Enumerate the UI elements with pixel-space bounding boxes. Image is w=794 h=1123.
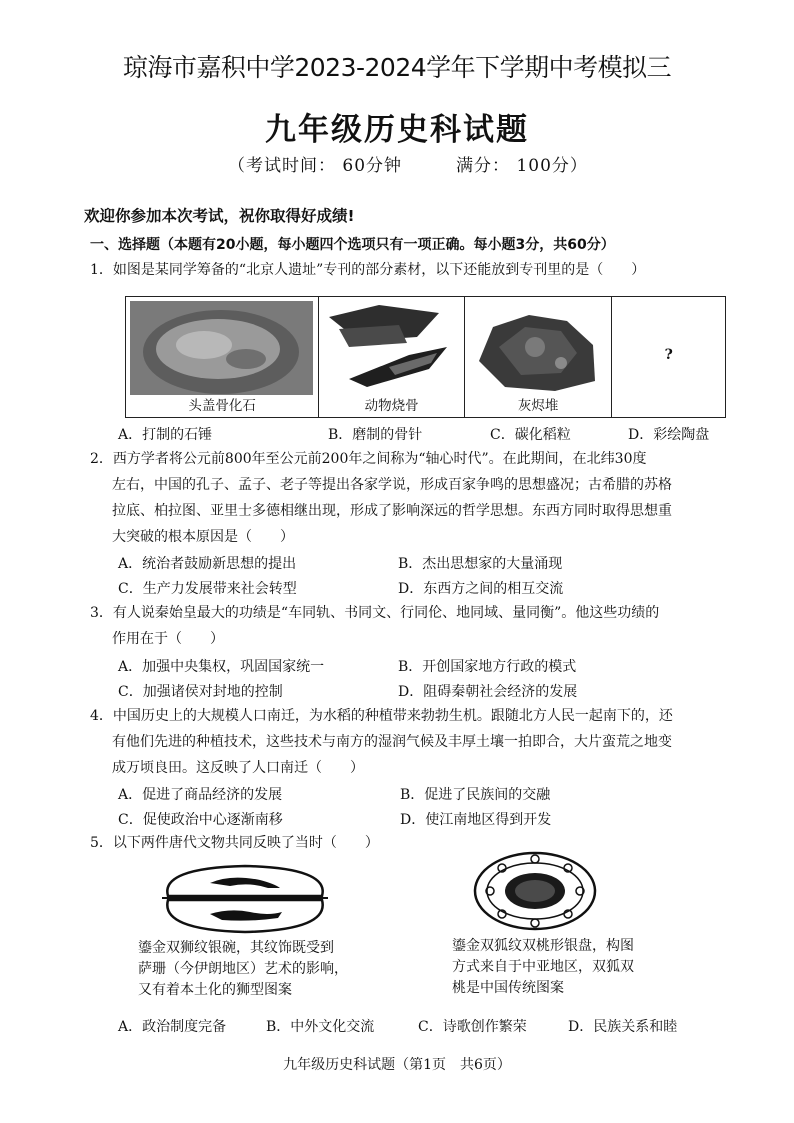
q3-option-d: D．阻碍秦朝社会经济的发展 xyxy=(398,684,578,700)
q1-image-strip xyxy=(125,296,726,418)
q1-option-a: A．打制的石锤 xyxy=(118,427,213,443)
lion-bowl-drawing xyxy=(150,858,340,938)
q4-option-d: D．使江南地区得到开发 xyxy=(400,812,552,828)
desc-line: 萨珊（今伊朗地区）艺术的影响， xyxy=(138,961,348,977)
page-footer: 九年级历史科试题（第1页 共6页） xyxy=(283,1057,511,1073)
q2-line: 拉底、柏拉图、亚里士多德相继出现，形成了影响深远的哲学思想。东西方同时取得思想重 xyxy=(112,503,672,519)
fox-plate-drawing xyxy=(470,850,600,932)
q2-option-d: D．东西方之间的相互交流 xyxy=(398,581,564,597)
desc-line: 又有着本土化的狮型图案 xyxy=(138,982,292,998)
q1-image-skull xyxy=(126,297,319,417)
q2-line: 左右，中国的孔子、孟子、老子等提出各家学说，形成百家争鸣的思想盛况；古希腊的苏格 xyxy=(112,477,672,493)
q1-option-d: D．彩绘陶盘 xyxy=(628,427,710,443)
q3-option-c: C．加强诸侯对封地的控制 xyxy=(118,684,283,700)
q1-stem: 1．如图是某同学筹备的“北京人遗址”专刊的部分素材，以下还能放到专刊里的是（ ） xyxy=(90,262,646,278)
q2-line: 2．西方学者将公元前800年至公元前200年之间称为“轴心时代”。在此期间，在北纬30度 xyxy=(90,451,647,467)
q3-line: 作用在于（ ） xyxy=(112,631,224,647)
q5-left-desc xyxy=(138,938,348,1001)
q4-line: 有他们先进的种植技术，这些技术与南方的湿润气候及丰厚土壤一拍即合，大片蛮荒之地变 xyxy=(112,734,672,750)
q2-option-a: A．统治者鼓励新思想的提出 xyxy=(118,556,297,572)
q1-option-b: B．磨制的骨针 xyxy=(328,427,423,443)
q3-option-a: A．加强中央集权，巩固国家统一 xyxy=(118,659,325,675)
q5-option-c: C．诗歌创作繁荣 xyxy=(418,1019,527,1035)
q1-image-ash xyxy=(465,297,613,417)
q5-right-desc xyxy=(452,936,634,999)
q4-line: 4．中国历史上的大规模人口南迁，为水稻的种植带来勃勃生机。跟随北方人民一起南下的，还 xyxy=(90,708,673,724)
q1-image-caption: 头盖骨化石 xyxy=(188,398,256,414)
q4-option-a: A．促进了商品经济的发展 xyxy=(118,787,283,803)
greeting: 欢迎你参加本次考试，祝你取得好成绩! xyxy=(84,207,355,225)
q3-line: 3．有人说秦始皇最大的功绩是“车同轨、书同文、行同伦、地同域、量同衡”。他这些功绩的 xyxy=(90,605,660,621)
q1-image-unknown xyxy=(612,297,725,417)
q2-option-b: B．杰出思想家的大量涌现 xyxy=(398,556,563,572)
q1-image-caption: 灰烬堆 xyxy=(517,398,559,414)
q2-line: 大突破的根本原因是（ ） xyxy=(112,529,294,545)
q4-option-b: B．促进了民族间的交融 xyxy=(400,787,551,803)
exam-info: （考试时间： 60分钟 满分： 100分） xyxy=(228,156,588,176)
q5-stem: 5．以下两件唐代文物共同反映了当时（ ） xyxy=(90,835,379,851)
q5-option-a: A．政治制度完备 xyxy=(118,1019,227,1035)
q4-option-c: C．促使政治中心逐渐南移 xyxy=(118,812,283,828)
exam-title: 九年级历史科试题 xyxy=(265,112,529,148)
q1-option-c: C．碳化稻粒 xyxy=(490,427,571,443)
school-title: 琼海市嘉积中学2023-2024学年下学期中考模拟三 xyxy=(122,53,672,82)
q1-image-bones xyxy=(319,297,465,417)
q5-option-b: B．中外文化交流 xyxy=(266,1019,375,1035)
q1-image-caption: 动物烧骨 xyxy=(364,398,419,414)
question-mark: ? xyxy=(664,347,673,363)
q4-line: 成万顷良田。这反映了人口南迁（ ） xyxy=(112,760,364,776)
section-heading: 一、选择题（本题有20小题，每小题四个选项只有一项正确。每小题3分，共60分） xyxy=(90,237,615,253)
desc-line: 鎏金双狐纹双桃形银盘，构图 xyxy=(452,938,634,954)
desc-line: 方式来自于中亚地区，双狐双 xyxy=(452,959,634,975)
q5-option-d: D．民族关系和睦 xyxy=(568,1019,678,1035)
q2-option-c: C．生产力发展带来社会转型 xyxy=(118,581,297,597)
desc-line: 桃是中国传统图案 xyxy=(452,980,564,996)
q3-option-b: B．开创国家地方行政的模式 xyxy=(398,659,577,675)
desc-line: 鎏金双狮纹银碗，其纹饰既受到 xyxy=(138,940,334,956)
